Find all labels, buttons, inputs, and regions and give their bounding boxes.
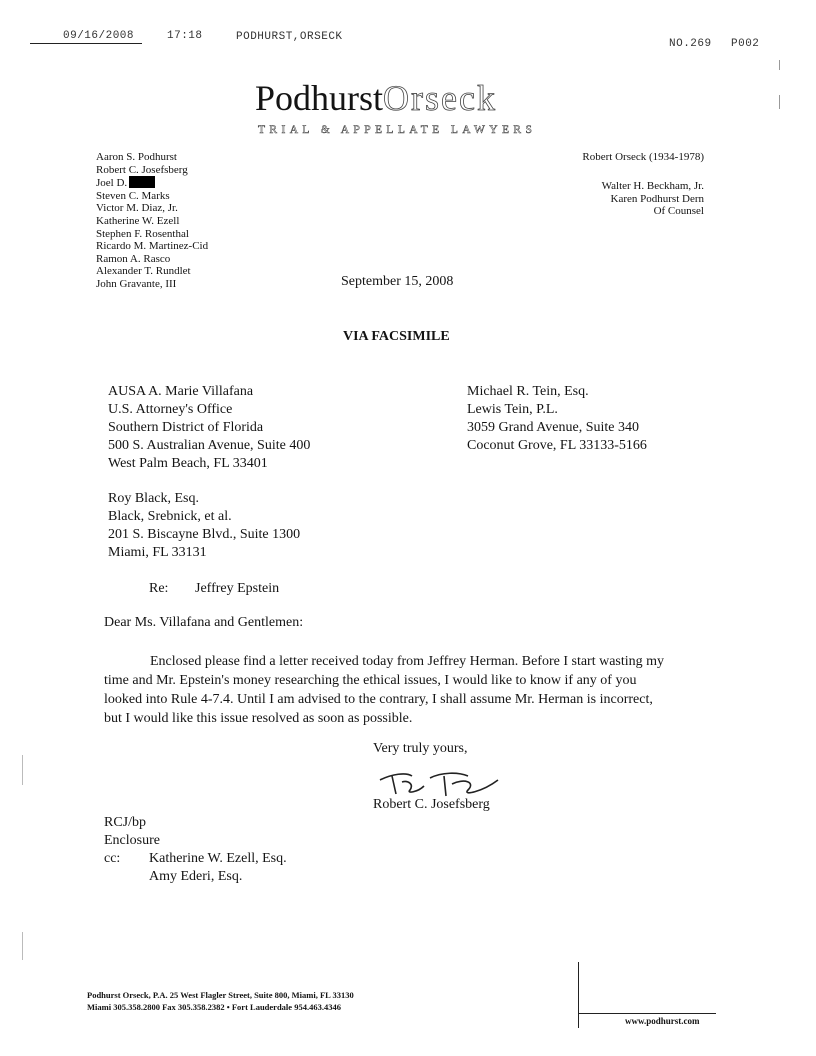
address-line: Southern District of Florida: [108, 420, 264, 435]
of-counsel-label: Of Counsel: [653, 205, 704, 218]
fax-page: P002: [731, 38, 760, 50]
recipient-left: [108, 383, 310, 473]
cc-name: Amy Ederi, Esq.: [149, 869, 243, 884]
redaction-bar: [129, 176, 155, 188]
letter-date: September 15, 2008: [341, 274, 454, 289]
logo-word-podhurst: Podhurst: [255, 78, 384, 118]
address-line: Roy Black, Esq.: [108, 491, 199, 506]
scan-mark: [779, 60, 780, 70]
re-subject: Jeffrey Epstein: [195, 581, 280, 596]
closing: Very truly yours,: [373, 741, 468, 756]
recipient-right: [467, 383, 647, 455]
attorney-name: Steven C. Marks: [96, 189, 170, 202]
attorney-name: Katherine W. Ezell: [96, 214, 180, 227]
address-line: 3059 Grand Avenue, Suite 340: [467, 420, 639, 435]
body-paragraph: [104, 652, 720, 728]
body-line: Enclosed please find a letter received today from Jeffrey Herman. Before I start wasting my: [150, 654, 665, 669]
letterhead-logo: [255, 78, 497, 118]
letterhead-tagline: TRIAL & APPELLATE LAWYERS: [258, 124, 537, 136]
of-counsel-name: Walter H. Beckham, Jr.: [601, 180, 704, 192]
body-line: time and Mr. Epstein's money researching the ethical issues, I would like to know if any of you: [104, 673, 637, 688]
founder-line: Robert Orseck (1934-1978): [582, 151, 704, 163]
attorney-name: John Gravante, III: [96, 277, 177, 290]
footer-website: www.podhurst.com: [625, 1016, 700, 1026]
fax-time: 17:18: [167, 30, 203, 42]
logo-word-orseck: Orseck: [383, 78, 497, 118]
fax-date: 09/16/2008: [63, 30, 135, 42]
initials: RCJ/bp: [104, 815, 147, 830]
address-line: Miami, FL 33131: [108, 545, 207, 560]
attorney-name: Ramon A. Rasco: [96, 252, 171, 265]
address-line: U.S. Attorney's Office: [108, 402, 233, 417]
salutation: Dear Ms. Villafana and Gentlemen:: [104, 615, 304, 630]
re-label: Re:: [149, 581, 169, 596]
attorney-name: Alexander T. Rundlet: [96, 265, 191, 278]
address-line: Coconut Grove, FL 33133-5166: [467, 438, 647, 453]
address-line: 201 S. Biscayne Blvd., Suite 1300: [108, 527, 301, 542]
fax-header-underline: [30, 43, 142, 44]
of-counsel-block: [602, 180, 704, 218]
body-line: looked into Rule 4-7.4. Until I am advised to the contrary, I shall assume Mr. Herman is incorrect,: [104, 692, 653, 707]
scan-mark: [22, 755, 23, 785]
footer-address: Podhurst Orseck, P.A. 25 West Flagler Street, Suite 800, Miami, FL 33130: [87, 990, 354, 1000]
address-line: Black, Srebnick, et al.: [108, 509, 232, 524]
attorney-name: Ricardo M. Martinez-Cid: [96, 240, 209, 253]
signer-name: Robert C. Josefsberg: [373, 797, 490, 812]
attorney-name-redacted: Joel D.: [96, 176, 208, 190]
cc-name: Katherine W. Ezell, Esq.: [149, 851, 287, 866]
footer-phones: Miami 305.358.2800 Fax 305.358.2382 • Fort Lauderdale 954.463.4346: [87, 1002, 341, 1012]
scan-mark: [22, 932, 23, 960]
address-line: Michael R. Tein, Esq.: [467, 384, 589, 399]
scan-mark: [779, 95, 780, 109]
attorney-list: [96, 151, 208, 291]
footer-vertical-divider: [578, 962, 579, 1028]
address-line: 500 S. Australian Avenue, Suite 400: [108, 438, 311, 453]
attorney-name: Robert C. Josefsberg: [96, 163, 188, 176]
fax-sender: PODHURST,ORSECK: [236, 31, 343, 43]
attorney-name: Stephen F. Rosenthal: [96, 227, 189, 240]
delivery-method: VIA FACSIMILE: [343, 329, 450, 344]
attorney-name: Aaron S. Podhurst: [96, 151, 177, 163]
footer-horizontal-rule: [578, 1013, 716, 1014]
body-line: but I would like this issue resolved as soon as possible.: [104, 711, 413, 726]
of-counsel-name: Karen Podhurst Dern: [610, 192, 704, 205]
fax-number: NO.269: [669, 38, 712, 50]
recipient-third: [108, 490, 300, 562]
attorney-name: Victor M. Diaz, Jr.: [96, 202, 178, 215]
cc-label: cc:: [104, 851, 121, 866]
address-line: West Palm Beach, FL 33401: [108, 456, 268, 471]
address-line: AUSA A. Marie Villafana: [108, 384, 254, 399]
address-line: Lewis Tein, P.L.: [467, 402, 558, 417]
enclosure-note: Enclosure: [104, 833, 160, 848]
